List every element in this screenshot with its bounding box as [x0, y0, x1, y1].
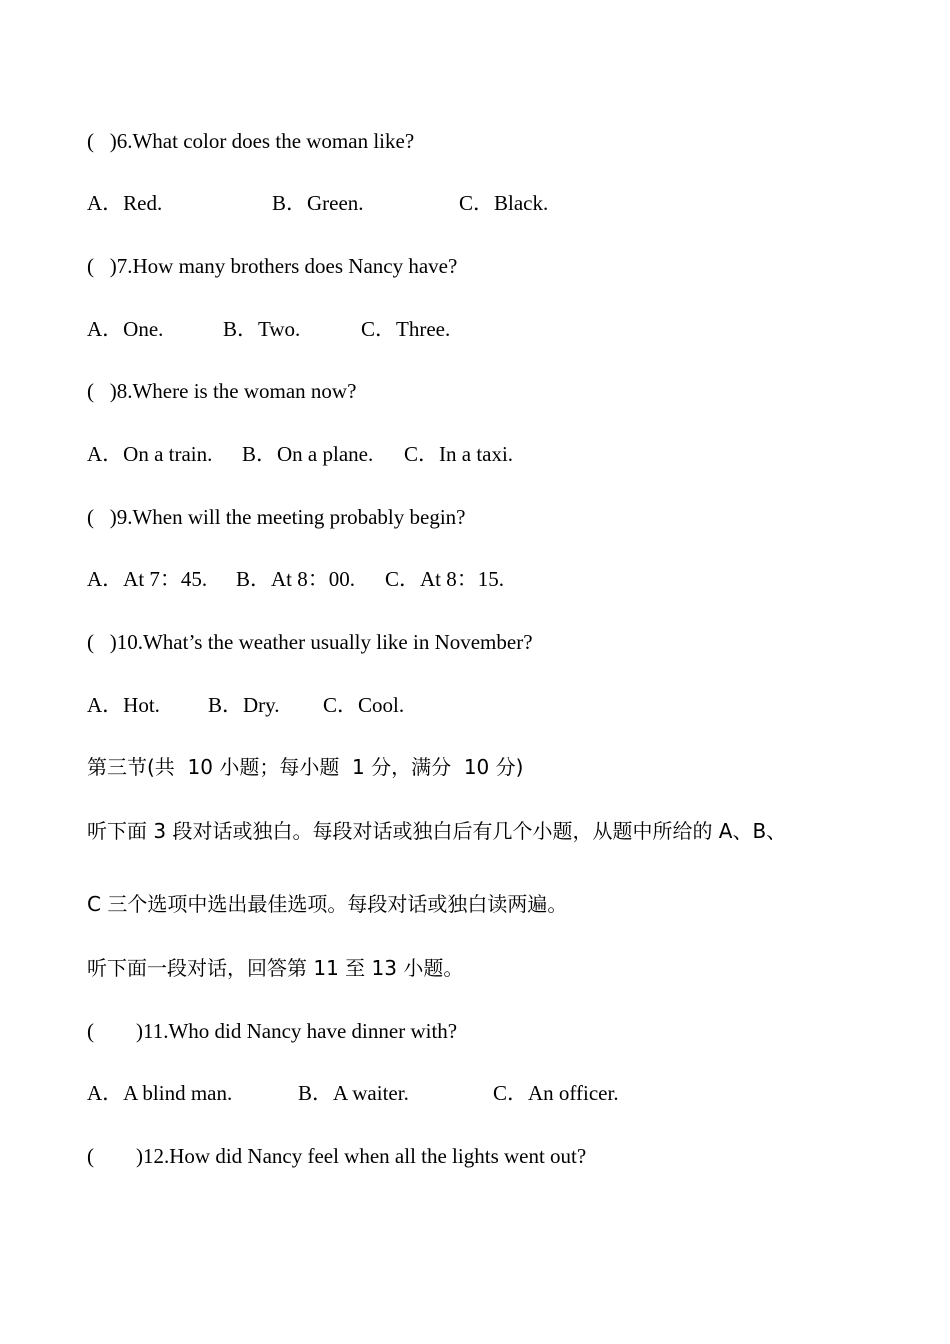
question-9-stem: ( )9.When will the meeting probably begin? — [87, 505, 466, 529]
question-11-stem: ( )11.Who did Nancy have dinner with? — [87, 1019, 458, 1043]
question-8-stem: ( )8.Where is the woman now? — [87, 379, 357, 403]
question-6-stem: ( )6.What color does the woman like? — [87, 129, 415, 153]
section-3-instruction-line-1: 听下面 3 段对话或独白。每段对话或独白后有几个小题，从题中所给的 A、B、 — [87, 819, 787, 843]
question-7-option-b: B．Two. — [223, 317, 301, 341]
question-8-option-a: A．On a train. — [87, 442, 213, 466]
section-3-instruction-line-2: C 三个选项中选出最佳选项。每段对话或独白读两遍。 — [87, 892, 568, 916]
question-10-option-a: A．Hot. — [87, 693, 160, 717]
question-10-option-b: B．Dry. — [208, 693, 280, 717]
question-6-option-c: C．Black. — [459, 191, 549, 215]
question-8-option-c: C．In a taxi. — [404, 442, 514, 466]
question-6-option-b: B．Green. — [272, 191, 364, 215]
question-10-option-c: C．Cool. — [323, 693, 405, 717]
question-11-option-c: C．An officer. — [493, 1081, 619, 1105]
question-8-option-b: B．On a plane. — [242, 442, 374, 466]
question-9-option-c: C．At 8：15. — [385, 567, 505, 591]
question-11-option-b: B．A waiter. — [298, 1081, 409, 1105]
section-3-heading: 第三节(共 10 小题；每小题 1 分，满分 10 分) — [87, 755, 524, 779]
question-10-stem: ( )10.What’s the weather usually like in November? — [87, 630, 533, 654]
question-11-option-a: A．A blind man. — [87, 1081, 233, 1105]
question-9-option-a: A．At 7：45. — [87, 567, 208, 591]
question-7-option-c: C．Three. — [361, 317, 451, 341]
question-9-option-b: B．At 8：00. — [236, 567, 356, 591]
question-12-stem: ( )12.How did Nancy feel when all the lights went out? — [87, 1144, 587, 1168]
question-7-stem: ( )7.How many brothers does Nancy have? — [87, 254, 458, 278]
question-6-option-a: A．Red. — [87, 191, 163, 215]
section-3-sub-instruction: 听下面一段对话，回答第 11 至 13 小题。 — [87, 956, 464, 980]
question-7-option-a: A．One. — [87, 317, 164, 341]
